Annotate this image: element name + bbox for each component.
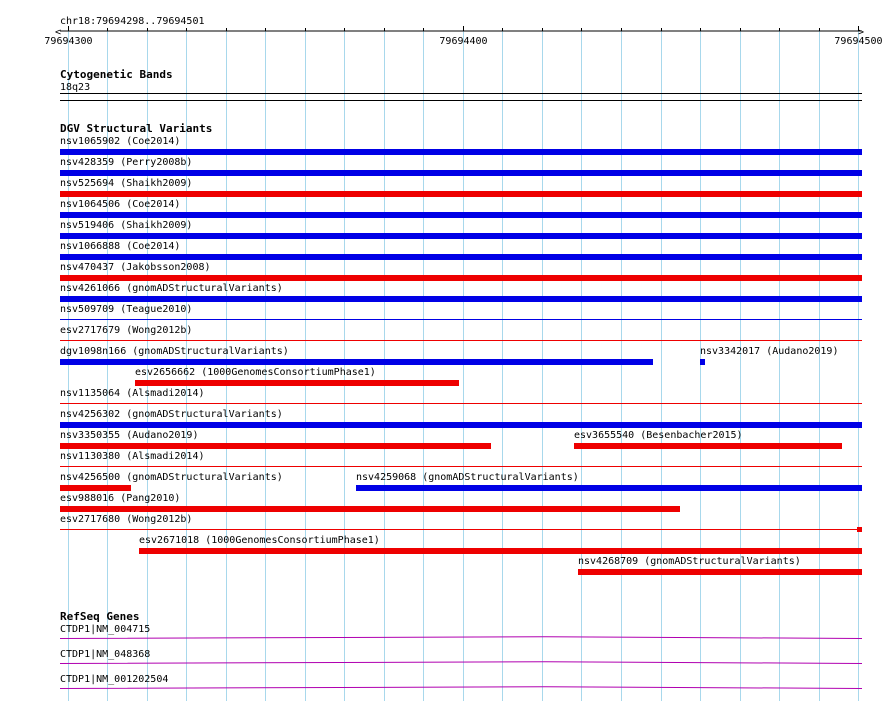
ruler-arrow-right-icon: > [858,27,865,38]
feature-label: nsv1066888 (Coe2014) [60,241,181,252]
dgv-feature[interactable] [135,367,459,386]
feature-label: nsv4268709 (gnomADStructuralVariants) [578,556,801,567]
track-title-refseq: RefSeq Genes [60,610,140,623]
feature-label: nsv3342017 (Audano2019) [700,346,839,357]
region-label: chr18:79694298..79694501 [60,16,205,27]
dgv-row [60,178,862,197]
dgv-row [60,220,862,239]
ruler-tick-label: 79694400 [439,36,488,47]
feature-label: esv3655540 (Besenbacher2015) [574,430,743,441]
feature-label: esv2671018 (1000GenomesConsortiumPhase1) [139,535,380,546]
dgv-row [60,283,862,302]
feature-bar[interactable] [60,319,862,320]
gene-row[interactable] [60,649,862,664]
feature-label: nsv4259068 (gnomADStructuralVariants) [356,472,579,483]
feature-bar[interactable] [135,380,459,386]
dgv-feature[interactable] [60,388,862,404]
feature-label: esv2717679 (Wong2012b) [60,325,193,336]
dgv-feature[interactable] [60,241,862,260]
gene-row[interactable] [60,624,862,639]
gene-row[interactable] [60,674,862,689]
feature-bar[interactable] [60,359,653,365]
feature-bar[interactable] [60,403,862,404]
dgv-row [135,367,459,386]
dgv-row [60,514,862,532]
feature-label: nsv1064506 (Coe2014) [60,199,181,210]
feature-bar[interactable] [60,212,862,218]
dgv-row [60,451,862,467]
feature-bar[interactable] [60,422,862,428]
dgv-feature[interactable] [60,136,862,155]
track-title-cytoband: Cytogenetic Bands [60,68,173,81]
feature-label: nsv470437 (Jakobsson2008) [60,262,211,273]
dgv-feature[interactable] [60,157,862,176]
dgv-feature[interactable] [60,409,862,428]
refseq-track [60,610,862,689]
gene-label: CTDP1|NM_048368 [60,649,151,660]
feature-label: nsv1065902 (Coe2014) [60,136,181,147]
feature-bar[interactable] [60,485,131,491]
feature-label: nsv525694 (Shaikh2009) [60,178,193,189]
dgv-feature[interactable] [60,283,862,302]
dgv-row [60,493,680,512]
dgv-feature[interactable] [60,472,283,491]
ruler-tick-label: 79694300 [44,36,93,47]
dgv-row [60,430,842,449]
dgv-feature[interactable] [60,304,862,320]
feature-bar[interactable] [60,529,862,530]
ruler[interactable] [44,16,882,47]
dgv-feature[interactable] [60,493,680,512]
dgv-feature[interactable] [60,178,862,197]
dgv-feature[interactable] [574,430,842,449]
dgv-row [60,157,862,176]
dgv-row [60,262,862,281]
gene-intron-line[interactable] [60,637,862,639]
feature-label: nsv4256500 (gnomADStructuralVariants) [60,472,283,483]
feature-label: nsv1130380 (Alsmadi2014) [60,451,205,462]
dgv-row [60,325,862,341]
feature-label: nsv1135064 (Alsmadi2014) [60,388,205,399]
feature-label: esv2717680 (Wong2012b) [60,514,193,525]
dgv-row [60,241,862,260]
dgv-feature[interactable] [60,220,862,239]
dgv-feature[interactable] [139,535,862,554]
feature-bar[interactable] [60,233,862,239]
feature-bar[interactable] [60,340,862,341]
feature-bar[interactable] [139,548,862,554]
dgv-feature[interactable] [60,514,862,532]
dgv-row [60,388,862,404]
feature-bar[interactable] [60,506,680,512]
dgv-feature[interactable] [700,346,838,365]
feature-bar[interactable] [578,569,862,575]
feature-block[interactable] [857,527,862,532]
dgv-row [60,136,862,155]
gene-intron-line[interactable] [60,687,862,689]
feature-bar[interactable] [60,296,862,302]
gene-intron-line[interactable] [60,662,862,664]
feature-label: nsv519406 (Shaikh2009) [60,220,193,231]
feature-label: dgv1098n166 (gnomADStructuralVariants) [60,346,289,357]
feature-bar[interactable] [356,485,862,491]
cytoband-track [60,68,862,101]
dgv-row [60,409,862,428]
feature-label: esv2656662 (1000GenomesConsortiumPhase1) [135,367,376,378]
dgv-feature[interactable] [60,346,653,365]
dgv-track [60,122,862,575]
dgv-feature[interactable] [356,472,862,491]
feature-bar[interactable] [574,443,842,449]
feature-label: nsv4256302 (gnomADStructuralVariants) [60,409,283,420]
dgv-row [60,304,862,320]
feature-bar[interactable] [60,466,862,467]
feature-bar[interactable] [60,149,862,155]
feature-label: nsv3350355 (Audano2019) [60,430,199,441]
cytoband-label[interactable]: 18q23 [60,82,91,93]
feature-label: nsv4261066 (gnomADStructuralVariants) [60,283,283,294]
ruler-tick-label: 79694500 [834,36,883,47]
feature-label: nsv509709 (Teague2010) [60,304,193,315]
dgv-feature[interactable] [60,451,862,467]
ruler-arrow-left-icon: < [55,27,62,38]
feature-label: nsv428359 (Perry2008b) [60,157,193,168]
dgv-feature[interactable] [60,262,862,281]
gene-label: CTDP1|NM_001202504 [60,674,169,685]
gene-label: CTDP1|NM_004715 [60,624,151,635]
feature-bar[interactable] [60,443,491,449]
feature-bar[interactable] [60,275,862,281]
track-title-dgv: DGV Structural Variants [60,122,213,135]
dgv-row [60,346,838,365]
dgv-row [139,535,862,554]
dgv-row [60,199,862,218]
feature-bar[interactable] [60,254,862,260]
feature-bar[interactable] [60,191,862,197]
dgv-feature[interactable] [60,430,491,449]
dgv-feature[interactable] [60,199,862,218]
dgv-feature[interactable] [60,325,862,341]
feature-label: esv988016 (Pang2010) [60,493,181,504]
feature-bar[interactable] [700,359,705,365]
feature-bar[interactable] [60,170,862,176]
dgv-row [60,472,862,491]
